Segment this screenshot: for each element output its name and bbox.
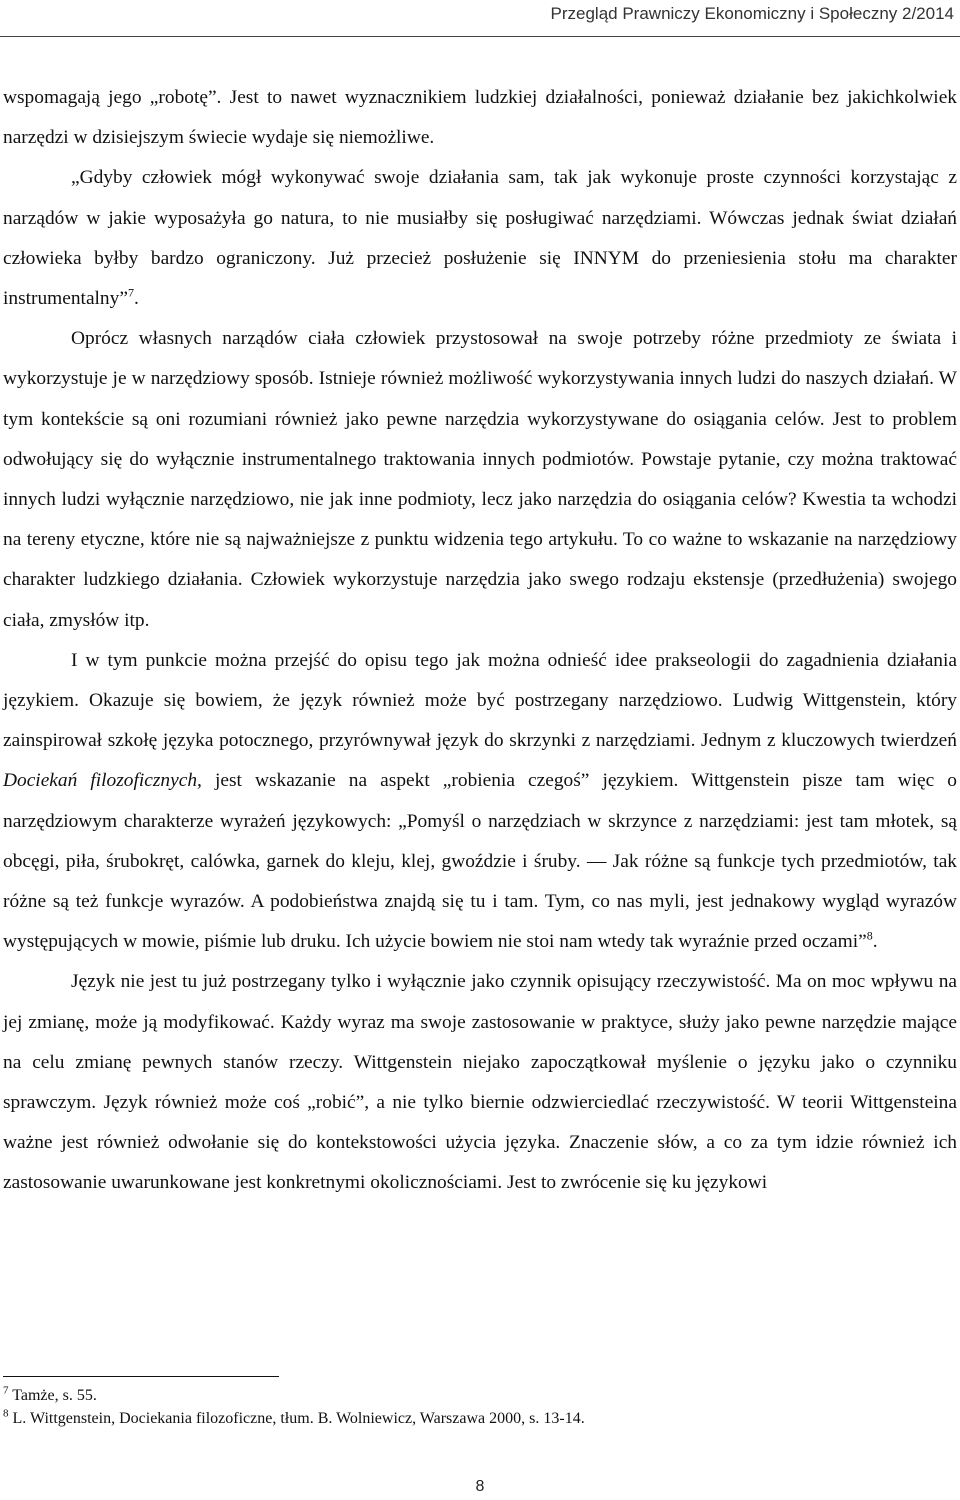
footnote-ref-8[interactable]: 8 [866,928,873,943]
paragraph-text-continued: jest wskazanie na aspekt „robienia czegoś” językiem. Wittgenstein pisze tam więc o narzędziowym charakterze wyrażeń językowych: „Pomyśl o narzędziach w skrzynce z narzędziami: jest tam młotek, są obcęgi, piła, śrubokręt, calówka, garnek do kleju, klej, gwoździe i śruby. — Jak różne są funkcje tych przedmiotów, tak różne są też funkcje wyrazów. A podobieństwa znajdą się tu i tam. Tym, co nas myli, jest jednakowy wygląd wyrazów występujących w mowie, piśmie lub druku. Ich użycie bowiem nie stoi nam wtedy tak wyraźnie przed oczami” [3,770,957,953]
book-title-italic: Dociekań filozoficznych, [3,770,202,792]
footnote-text: Tamże, s. 55. [12,1387,97,1404]
paragraph-text: „Gdyby człowiek mógł wykonywać swoje działania sam, tak jak wykonuje proste czynności korzystając z narządów w jakie wyposażyła go natura, to nie musiałby się posługiwać narzędziami. Wówczas jednak świat działań człowieka byłby bardzo ograniczony. Już przecież posłużenie się INNYM do przeniesienia stołu ma charakter instrumentalny” [3,167,957,310]
paragraph-text-end: . [133,288,139,310]
footnote-number: 8 [3,1407,9,1420]
paragraph-tools: Oprócz własnych narządów ciała człowiek przystosował na swoje potrzeby różne przedmioty ze świata i wykorzystuje je w narzędziowy sposób. Istnieje również możliwość wykorzystywania innych ludzi do naszych działań. W tym kontekście są oni rozumiani również jako pewne narzędzia wykorzystywane do osiągania celów. Jest to problem odwołujący się do wyłącznie instrumentalnego traktowania innych podmiotów. Powstaje pytanie, czy można traktować innych ludzi wyłącznie narzędziowo, nie jak inne podmioty, lecz jako narzędzia do osiągania celów? Kwestia ta wchodzi na tereny etyczne, które nie są najważniejsze z punktu widzenia tego artykułu. To co ważne to wskazanie na narzędziowy charakter ludzkiego działania. Człowiek wykorzystuje narzędzia jako swego rodzaju ekstensje (przedłużenia) swojego ciała, zmysłów itp. [3,328,957,631]
paragraph-wittgenstein [3,641,957,963]
footnote-text: L. Wittgenstein, Dociekania filozoficzne, tłum. B. Wolniewicz, Warszawa 2000, s. 13-14. [12,1410,585,1427]
running-header: Przegląd Prawniczy Ekonomiczny i Społeczny 2/2014 [550,4,954,23]
footnote-7 [3,1384,943,1407]
paragraph-text: I w tym punkcie można przejść do opisu tego jak można odnieść idee prakseologii do zagadnienia działania językiem. Okazuje się bowiem, że język również może być postrzegany narzędziowo. Ludwig Wittgenstein, który zainspirował szkołę języka potocznego, przyrównywał język do skrzynki z narzędziami. Jednym z kluczowych twierdzeń [3,649,957,752]
paragraph-language: Język nie jest tu już postrzegany tylko i wyłącznie jako czynnik opisujący rzeczywistość. Ma on moc wpływu na jej zmianę, może ją modyfikować. Każdy wyraz ma swoje zastosowanie w praktyce, służy jako pewne narzędzie mające na celu zmianę pewnych stanów rzeczy. Wittgenstein niejako zapoczątkował myślenie o języku jako o czynniku sprawczym. Język również może coś „robić”, a nie tylko biernie odzwierciedlać rzeczywistość. W teorii Wittgensteina ważne jest również odwołanie się do kontekstowości użycia języka. Znaczenie słów, a co za tym idzie również ich zastosowanie uwarunkowane jest konkretnymi okolicznościami. Jest to zwrócenie się ku językowi [3,971,957,1194]
footnote-8 [3,1407,943,1430]
footnote-ref-7[interactable]: 7 [127,285,134,300]
footnotes [3,1384,943,1430]
article-body [3,78,957,1204]
footnote-number: 7 [3,1384,9,1397]
page-number: 8 [475,1478,485,1495]
header-divider [0,36,960,37]
footnote-divider [3,1376,279,1377]
paragraph-quote [3,158,957,319]
paragraph-text-end: . [872,931,878,953]
paragraph-continuation: wspomagają jego „robotę”. Jest to nawet wyznacznikiem ludzkiej działalności, ponieważ działanie bez jakichkolwiek narzędzi w dzisiejszym świecie wydaje się niemożliwe. [3,87,957,149]
